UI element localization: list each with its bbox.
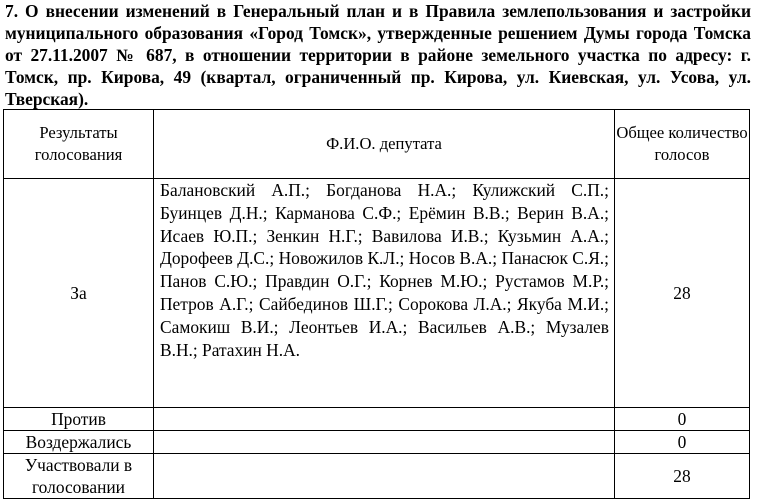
deputies-list-participated	[154, 454, 615, 499]
row-label-participated: Участвовали в голосовании	[4, 454, 154, 499]
header-results: Результаты голосования	[4, 110, 154, 179]
deputies-list-for: Балановский А.П.; Богданова Н.А.; Кулижский С.П.; Буинцев Д.Н.; Карманова С.Ф.; Ерёмин В.В.; Верин В.А.; Исаев Ю.П.; Зенкин Н.Г.; Вавилова И.В.; Кузьмин А.А.; Дорофеев Д.С.; Новожилов К.Л.; Носов В.А.; Панасюк С.Я.; Панов С.Ю.; Правдин О.Г.; Корнев М.Ю.; Рустамов М.Р.; Петров А.Г.; Сайбединов Ш.Г.; Сорокова Л.А.; Якуба М.И.; Самокиш В.И.; Леонтьев И.А.; Васильев А.В.; Музалев В.Н.; Ратахин Н.А.	[154, 179, 615, 408]
table-row-against	[4, 408, 750, 431]
agenda-item-heading: 7. О внесении изменений в Генеральный план и в Правила землепользования и застройки муниципального образования «Город Томск», утвержденные решением Думы города Томска от 27.11.2007 № 687, в отношении территории в районе земельного участка по адресу: г. Томск, пр. Кирова, 49 (квартал, ограниченный пр. Кирова, ул. Киевская, ул. Усова, ул. Тверская).	[5, 1, 751, 109]
count-against: 0	[615, 408, 750, 431]
row-label-for: За	[4, 179, 154, 408]
table-row-participated	[4, 454, 750, 499]
header-total-votes: Общее количество голосов	[615, 110, 750, 179]
count-participated: 28	[615, 454, 750, 499]
table-row-for	[4, 179, 750, 408]
header-deputy-name: Ф.И.О. депутата	[154, 110, 615, 179]
table-header-row	[4, 110, 750, 179]
deputies-list-abstained	[154, 431, 615, 454]
table-row-abstained	[4, 431, 750, 454]
row-label-abstained: Воздержались	[4, 431, 154, 454]
deputies-list-against	[154, 408, 615, 431]
count-for: 28	[615, 179, 750, 408]
count-abstained: 0	[615, 431, 750, 454]
row-label-against: Против	[4, 408, 154, 431]
voting-results-table	[3, 109, 750, 499]
